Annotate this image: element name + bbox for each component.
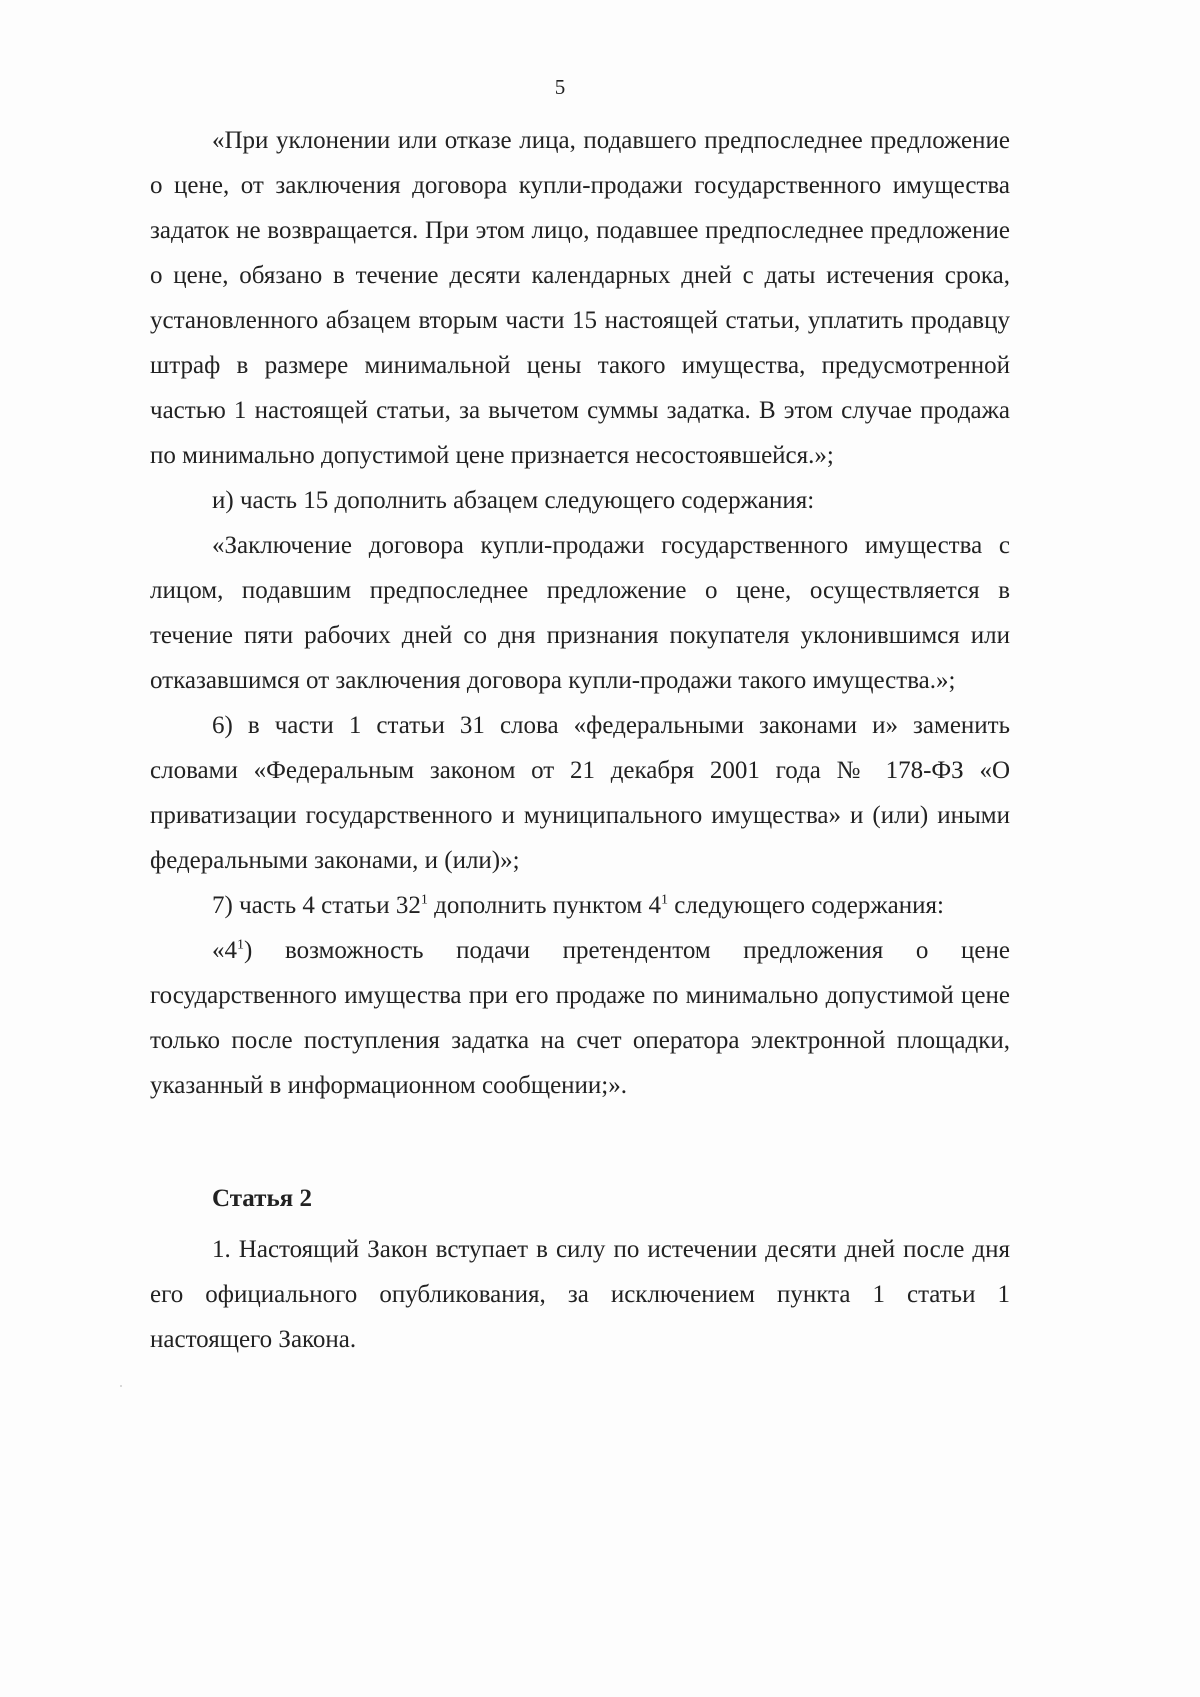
paragraph-item-6: 6) в части 1 статьи 31 слова «федеральными законами и» заменить словами «Федеральным законом от 21 декабря 2001 года № 178-ФЗ «О приватизации государственного и муниципального имущества» и (или) иными федеральными законами, и (или)»; (150, 712, 1010, 874)
scan-speck (120, 1385, 122, 1387)
item-7-text-b: дополнить пунктом 4 (427, 892, 661, 919)
point-4-1-open: «4 (212, 937, 237, 964)
document-body (150, 118, 1010, 1362)
paragraph-point-4-1 (150, 928, 1010, 1108)
paragraph-contract-conclusion: «Заключение договора купли-продажи государственного имущества с лицом, подавшим предпоследнее предложение о цене, осуществляется в течение пяти рабочих дней со дня признания покупателя уклонившимся или отказавшимся от заключения договора купли-продажи такого имущества.»; (150, 532, 1010, 694)
item-7-superscript-a: 1 (420, 892, 428, 908)
article-2-paragraph-1: 1. Настоящий Закон вступает в силу по истечении десяти дней после дня его официального опубликования, за исключением пункта 1 статьи 1 настоящего Закона. (150, 1236, 1010, 1353)
paragraph-refusal-penalty: «При уклонении или отказе лица, подавшего предпоследнее предложение о цене, от заключения договора купли-продажи государственного имущества задаток не возвращается. При этом лицо, подавшее предпоследнее предложение о цене, обязано в течение десяти календарных дней с даты истечения срока, установленного абзацем вторым части 15 настоящей статьи, уплатить продавцу штраф в размере минимальной цены такого имущества, предусмотренной частью 1 настоящей статьи, за вычетом суммы задатка. В этом случае продажа по минимально допустимой цене признается несостоявшейся.»; (150, 127, 1010, 469)
item-7-superscript-b: 1 (661, 892, 668, 908)
item-7-text-a: 7) часть 4 статьи 32 (212, 892, 421, 919)
paragraph-item-i: и) часть 15 дополнить абзацем следующего содержания: (212, 487, 815, 514)
item-7-text-c: следующего содержания: (668, 892, 944, 919)
article-2-heading: Статья 2 (212, 1185, 312, 1212)
page-number: 5 (554, 75, 566, 99)
point-4-1-superscript: 1 (237, 937, 244, 953)
point-4-1-text: ) возможность подачи претендентом предложения о цене государственного имущества при его продаже по минимально допустимой цене только после поступления задатка на счет оператора электронной площадки, указанный в информационном сообщении;». (150, 937, 1010, 1099)
paragraph-item-7 (150, 883, 1010, 928)
